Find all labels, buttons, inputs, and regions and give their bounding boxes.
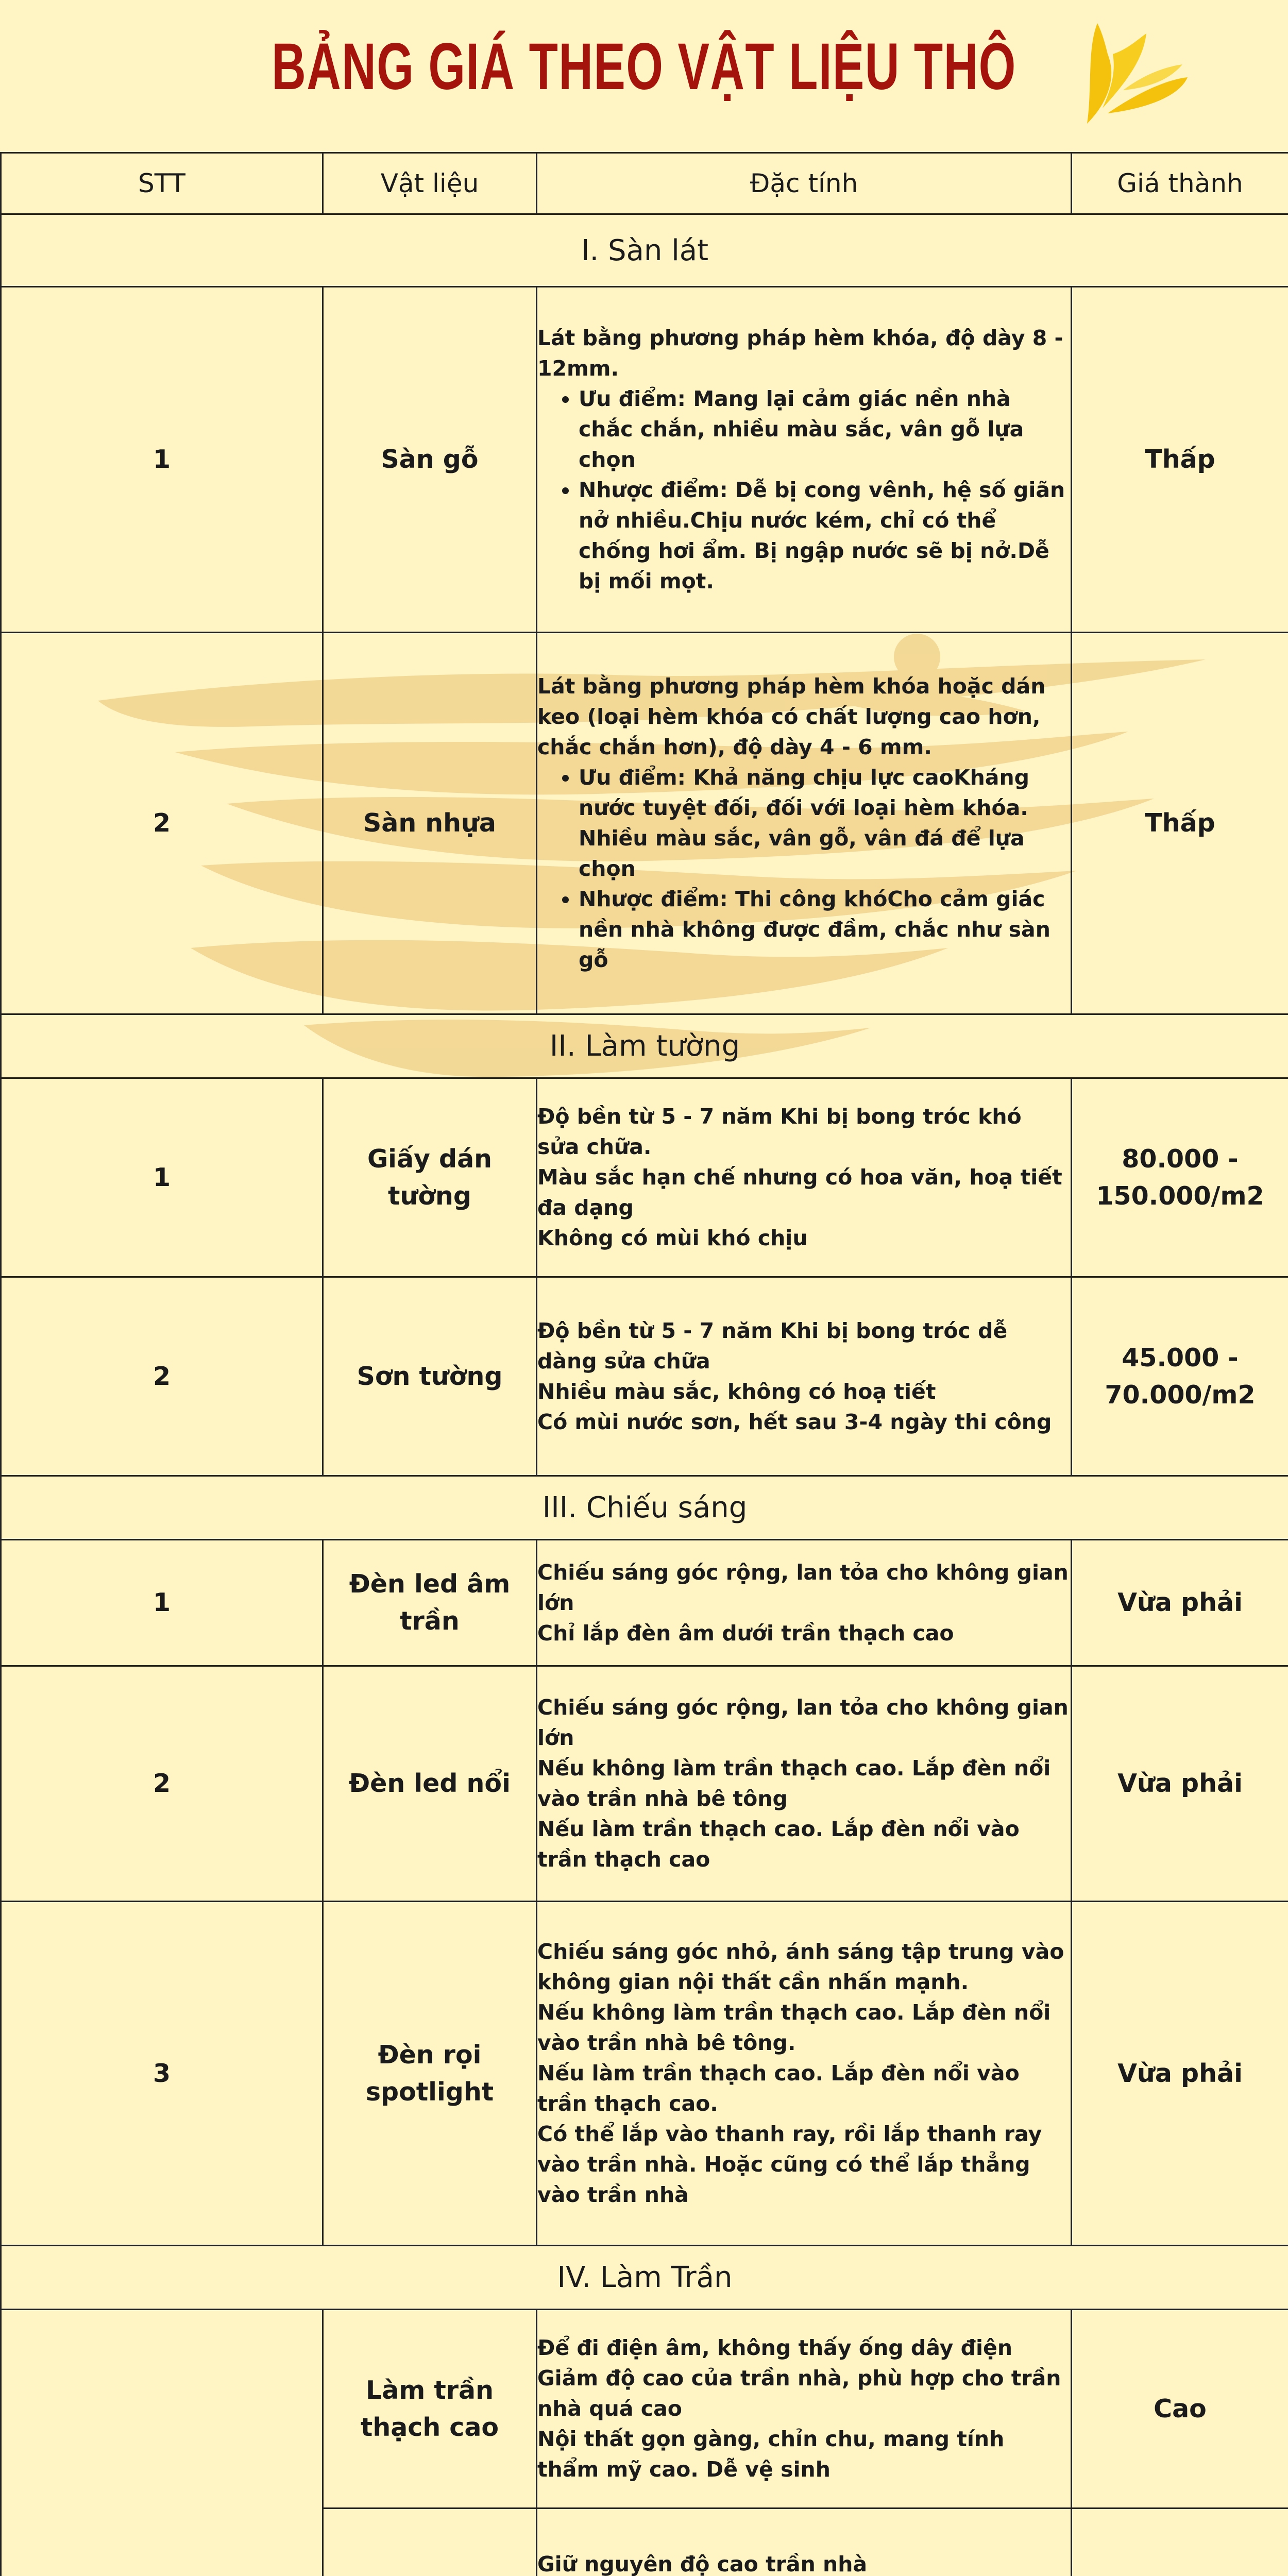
property-list <box>537 762 1071 975</box>
price-cell <box>1072 2509 1288 2576</box>
table-row <box>1 1540 1288 1666</box>
property-line: Giữ nguyên độ cao trần nhà <box>537 2551 868 2576</box>
price-cell: Vừa phải <box>1072 1902 1288 2246</box>
property-line: Giảm độ cao của trần nhà, phù hợp cho trần nhà quá cao <box>537 2366 1061 2421</box>
property-cell <box>537 2509 1072 2576</box>
price-cell: Vừa phải <box>1072 1666 1288 1902</box>
table-row <box>1 2310 1288 2509</box>
header-property: Đặc tính <box>537 153 1072 214</box>
price-cell: Vừa phải <box>1072 1540 1288 1666</box>
page-title: BẢNG GIÁ THEO VẬT LIỆU THÔ <box>272 30 1016 104</box>
header-stt: STT <box>1 153 323 214</box>
material-cell <box>323 2509 537 2576</box>
property-bullet: • Ưu điểm: Mang lại cảm giác nền nhà chắc chắn, nhiều màu sắc, vân gỗ lựa chọn <box>579 384 1071 475</box>
stt-cell: 1 <box>1 287 323 633</box>
stt-cell: 1 <box>1 1078 323 1277</box>
table-row <box>1 633 1288 1014</box>
stt-cell: 2 <box>1 1277 323 1476</box>
property-line: Có mùi nước sơn, hết sau 3-4 ngày thi công <box>537 1409 1052 1434</box>
property-cell <box>537 1540 1072 1666</box>
price-cell: Thấp <box>1072 633 1288 1014</box>
material-cell: Đèn rọi spotlight <box>323 1902 537 2246</box>
property-line: Độ bền từ 5 - 7 năm Khi bị bong tróc dễ dàng sửa chữa <box>537 1318 1008 1374</box>
splash-logo-icon <box>1077 18 1190 126</box>
property-line: Có thể lắp vào thanh ray, rồi lắp thanh ray vào trần nhà. Hoặc cũng có thể lắp thẳng vào trần nhà <box>537 2122 1042 2207</box>
property-line: Chiếu sáng góc rộng, lan tỏa cho không gian lớn <box>537 1560 1069 1615</box>
property-intro: Lát bằng phương pháp hèm khóa, độ dày 8 - 12mm. <box>537 325 1063 381</box>
material-cell: Làm trần thạch cao <box>323 2310 537 2509</box>
header-material: Vật liệu <box>323 153 537 214</box>
property-cell <box>537 1902 1072 2246</box>
property-line: Để đi điện âm, không thấy ống dây điện <box>537 2335 1013 2360</box>
stt-cell: 3 <box>1 1902 323 2246</box>
section-row <box>1 214 1288 287</box>
stt-cell: 2 <box>1 1666 323 1902</box>
property-cell <box>537 1078 1072 1277</box>
property-line: Màu sắc hạn chế nhưng có hoa văn, hoạ tiết đa dạng <box>537 1165 1062 1220</box>
material-cell: Sơn tường <box>323 1277 537 1476</box>
property-line: Nếu không làm trần thạch cao. Lắp đèn nổi vào trần nhà bê tông <box>537 1756 1051 1811</box>
section-row <box>1 1014 1288 1078</box>
table-row <box>1 1666 1288 1902</box>
property-line: Nội thất gọn gàng, chỉn chu, mang tính thẩm mỹ cao. Dễ vệ sinh <box>537 2427 1005 2482</box>
price-cell: Thấp <box>1072 287 1288 633</box>
property-line: Nếu làm trần thạch cao. Lắp đèn nổi vào trần thạch cao. <box>537 2061 1020 2116</box>
property-line: Chiếu sáng góc rộng, lan tỏa cho không gian lớn <box>537 1695 1069 1750</box>
header <box>0 0 1288 152</box>
property-cell <box>537 1277 1072 1476</box>
property-bullet: • Nhược điểm: Dễ bị cong vênh, hệ số giãn nở nhiều.Chịu nước kém, chỉ có thể chống hơi ẩm. Bị ngập nước sẽ bị nở.Dễ bị mối mọt. <box>579 475 1071 597</box>
section-row <box>1 2246 1288 2310</box>
material-cell: Sàn gỗ <box>323 287 537 633</box>
property-line: Chỉ lắp đèn âm dưới trần thạch cao <box>537 1620 954 1646</box>
material-cell: Đèn led âm trần <box>323 1540 537 1666</box>
property-line: Nếu không làm trần thạch cao. Lắp đèn nổi vào trần nhà bê tông. <box>537 2000 1051 2055</box>
price-table <box>0 152 1288 2576</box>
property-bullet: • Nhược điểm: Thi công khóCho cảm giác nền nhà không được đầm, chắc như sàn gỗ <box>579 884 1071 975</box>
property-cell <box>537 287 1072 633</box>
material-cell: Đèn led nổi <box>323 1666 537 1902</box>
property-line: Nếu làm trần thạch cao. Lắp đèn nổi vào trần thạch cao <box>537 1817 1020 1872</box>
property-line: Chiếu sáng góc nhỏ, ánh sáng tập trung vào không gian nội thất cần nhấn mạnh. <box>537 1939 1064 1994</box>
price-cell: Cao <box>1072 2310 1288 2509</box>
section-title: I. Sàn lát <box>1 214 1288 287</box>
stt-cell: 1 <box>1 1540 323 1666</box>
price-cell: 80.000 - 150.000/m2 <box>1072 1078 1288 1277</box>
table-row <box>1 1078 1288 1277</box>
section-title: III. Chiếu sáng <box>1 1476 1288 1540</box>
property-list <box>537 384 1071 597</box>
property-bullet: • Ưu điểm: Khả năng chịu lực caoKháng nước tuyệt đối, đối với loại hèm khóa. Nhiều màu sắc, vân gỗ, vân đá để lựa chọn <box>579 762 1071 884</box>
property-line: Nhiều màu sắc, không có hoạ tiết <box>537 1379 936 1404</box>
table-row <box>1 287 1288 633</box>
material-cell: Giấy dán tường <box>323 1078 537 1277</box>
stt-cell <box>1 2310 323 2576</box>
stt-cell: 2 <box>1 633 323 1014</box>
property-intro: Lát bằng phương pháp hèm khóa hoặc dán keo (loại hèm khóa có chất lượng cao hơn, chắc chắn hơn), độ dày 4 - 6 mm. <box>537 674 1046 759</box>
property-cell <box>537 633 1072 1014</box>
section-row <box>1 1476 1288 1540</box>
property-cell <box>537 1666 1072 1902</box>
property-line: Độ bền từ 5 - 7 năm Khi bị bong tróc khó sửa chữa. <box>537 1104 1022 1159</box>
material-cell: Sàn nhựa <box>323 633 537 1014</box>
table-row <box>1 1277 1288 1476</box>
property-line: Không có mùi khó chịu <box>537 1226 808 1250</box>
property-cell <box>537 2310 1072 2509</box>
table-row <box>1 1902 1288 2246</box>
table-header-row <box>1 153 1288 214</box>
section-title: IV. Làm Trần <box>1 2246 1288 2310</box>
header-price: Giá thành <box>1072 153 1288 214</box>
section-title: II. Làm tường <box>1 1014 1288 1078</box>
price-cell: 45.000 - 70.000/m2 <box>1072 1277 1288 1476</box>
